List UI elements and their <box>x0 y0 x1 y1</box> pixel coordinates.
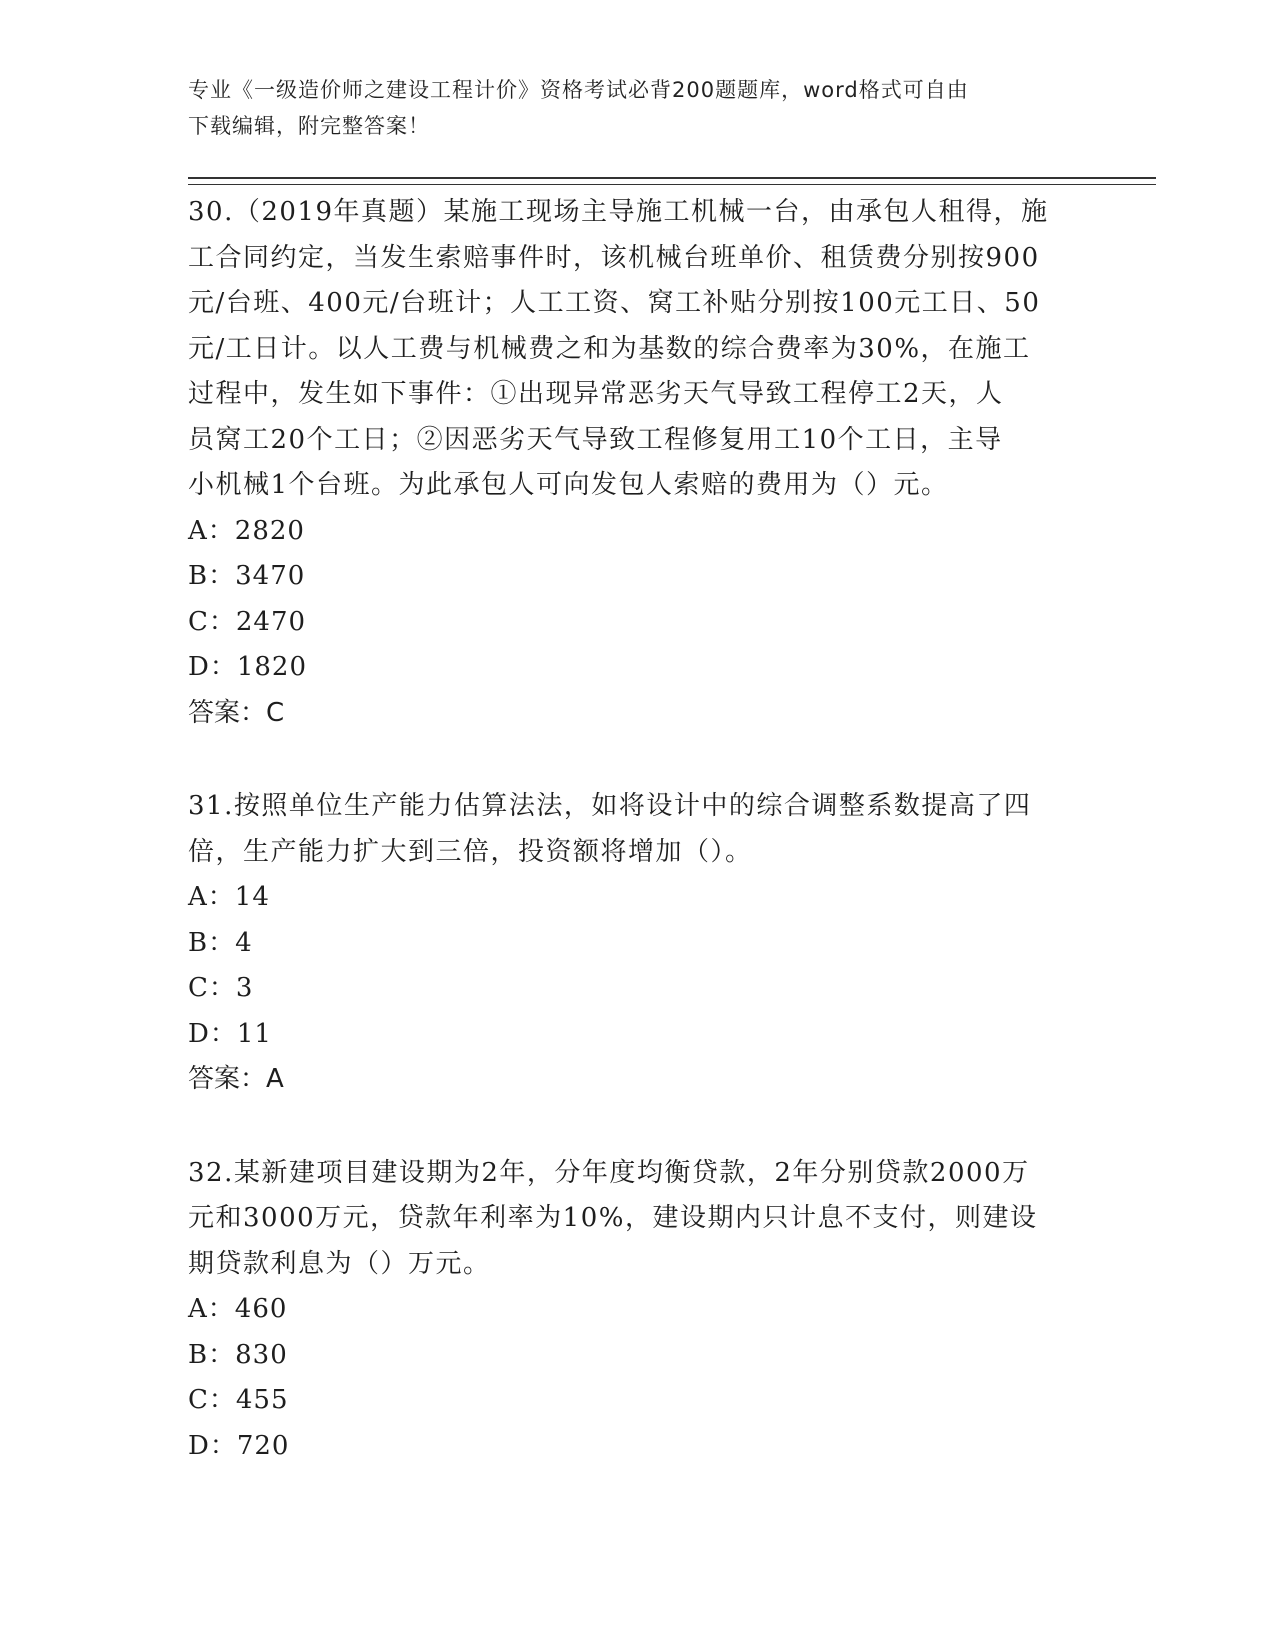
question-spacer <box>188 1103 1108 1151</box>
question-list <box>188 190 1108 1469</box>
option-b: B：3470 <box>188 561 306 591</box>
option-c: C：2470 <box>188 606 307 637</box>
question-text-line: 工合同约定，当发生索赔事件时，该机械台班单价、租赁费分别按900 <box>188 242 1040 273</box>
question-text-line: 员窝工20个工日；②因恶劣天气导致工程修复用工10个工日，主导 <box>188 424 1003 455</box>
question-text-line: 元/工日计。以人工费与机械费之和为基数的综合费率为30%，在施工 <box>188 333 1031 364</box>
option-d: D：11 <box>188 1018 272 1049</box>
option-a: A：460 <box>188 1294 288 1324</box>
option-d: D：1820 <box>188 652 308 682</box>
question-text-line: 30.（2019年真题）某施工现场主导施工机械一台，由承包人租得，施 <box>188 197 1049 227</box>
question-text-line: 倍，生产能力扩大到三倍，投资额将增加（）。 <box>188 836 753 867</box>
question-32 <box>188 1151 1108 1470</box>
option-a: A：2820 <box>188 515 305 546</box>
option-a: A：14 <box>188 882 270 912</box>
document-header <box>188 72 1088 144</box>
question-text-line: 元和3000万元，贷款年利率为10%，建设期内只计息不支付，则建设 <box>188 1203 1038 1233</box>
option-d: D：720 <box>188 1430 290 1461</box>
header-divider-thin <box>188 184 1156 185</box>
question-31 <box>188 784 1108 1103</box>
header-divider-thick <box>188 177 1156 179</box>
answer-line: 答案：A <box>188 1064 284 1094</box>
question-spacer <box>188 736 1108 784</box>
option-b: B：830 <box>188 1339 288 1370</box>
header-line-2: 下载编辑，附完整答案！ <box>188 114 430 138</box>
question-text-line: 31.按照单位生产能力估算法法，如将设计中的综合调整系数提高了四 <box>188 791 1032 821</box>
question-text-line: 32.某新建项目建设期为2年，分年度均衡贷款，2年分别贷款2000万 <box>188 1157 1030 1188</box>
option-c: C：455 <box>188 1385 289 1415</box>
question-text-line: 期贷款利息为（）万元。 <box>188 1248 491 1279</box>
question-30 <box>188 190 1108 736</box>
answer-line: 答案：C <box>188 697 285 728</box>
option-b: B：4 <box>188 927 253 958</box>
question-text-line: 小机械1个台班。为此承包人可向发包人索赔的费用为（）元。 <box>188 470 949 500</box>
question-text-line: 元/台班、400元/台班计；人工工资、窝工补贴分别按100元工日、50 <box>188 288 1041 318</box>
header-line-1: 专业《一级造价师之建设工程计价》资格考试必背200题题库，word格式可自由 <box>188 78 969 102</box>
option-c: C：3 <box>188 973 254 1003</box>
question-text-line: 过程中，发生如下事件：①出现异常恶劣天气导致工程停工2天，人 <box>188 379 1004 409</box>
